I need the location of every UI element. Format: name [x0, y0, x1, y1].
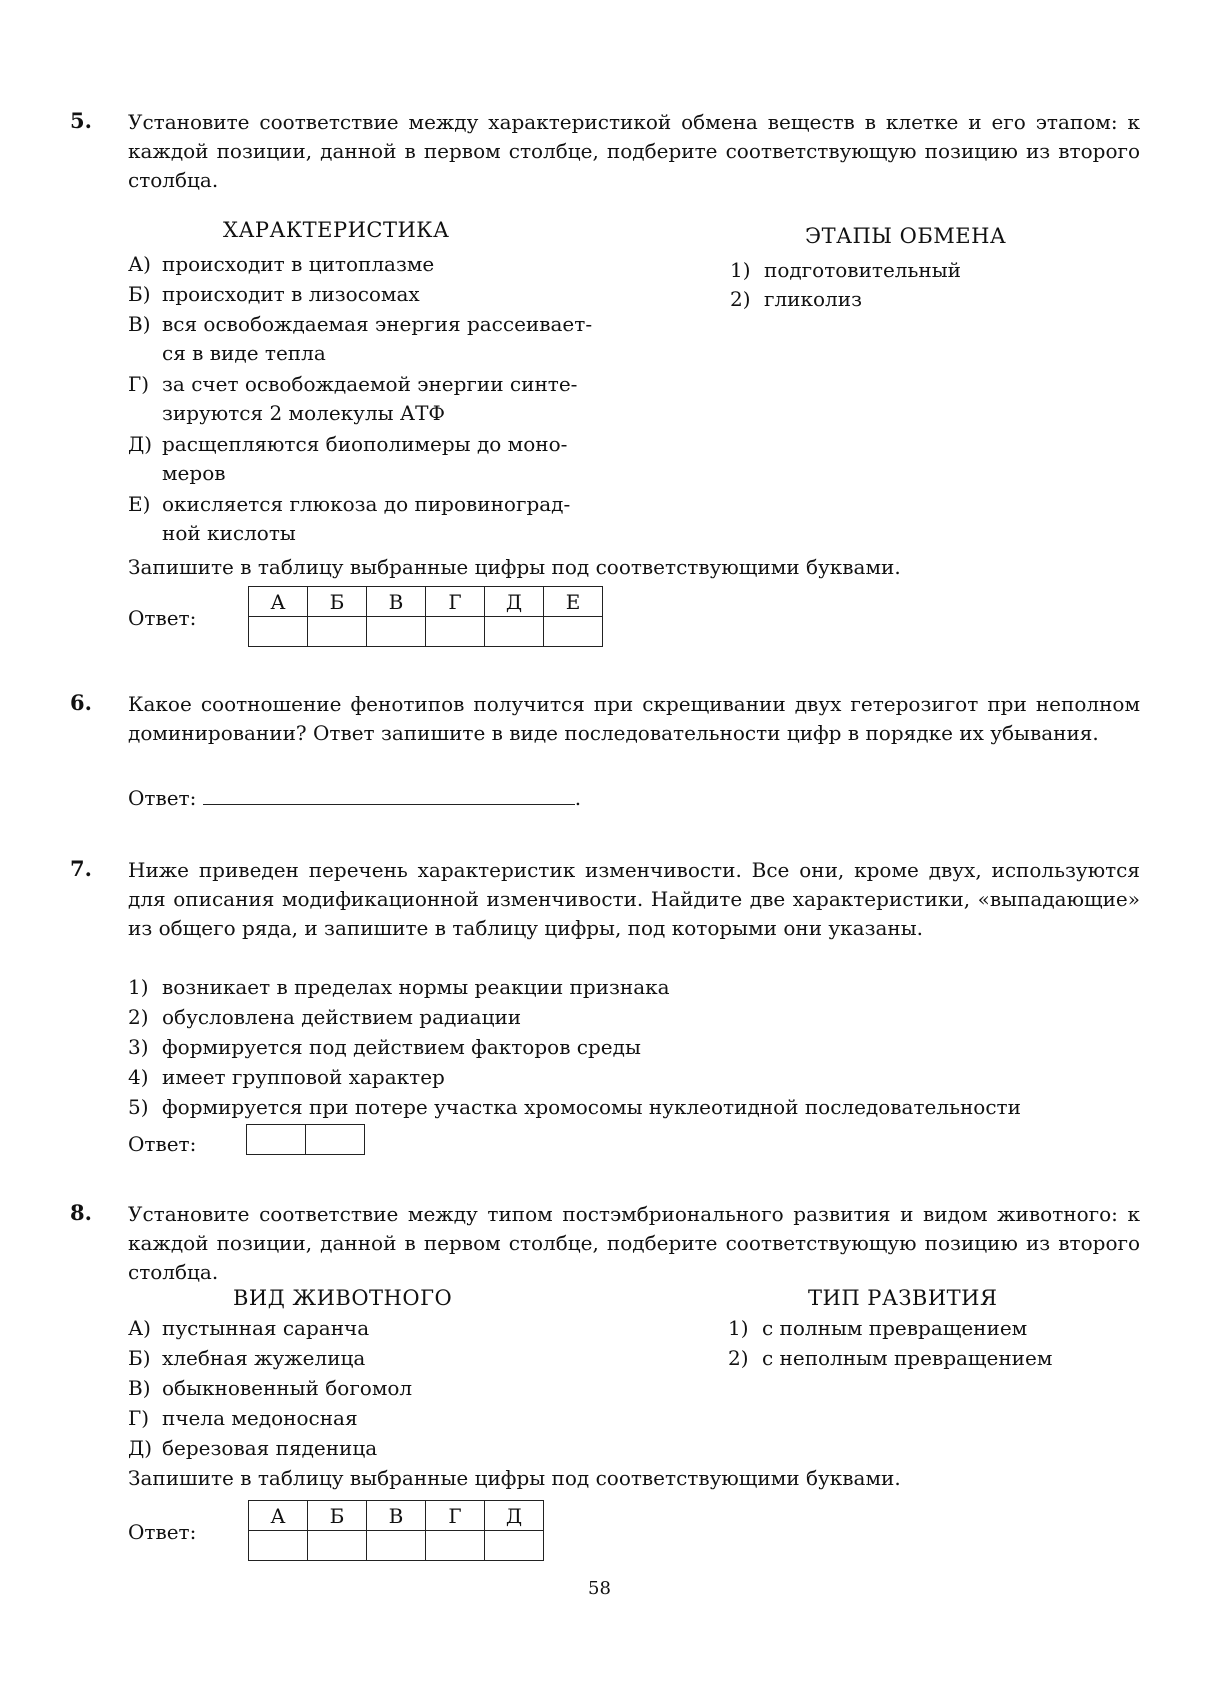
left-column-header: ВИД ЖИВОТНОГО [233, 1286, 453, 1310]
list-item: Б) хлебная жужелица [128, 1346, 366, 1370]
answer-cell[interactable] [249, 617, 308, 647]
list-item: Г) за счет освобождаемой энергии синте- зируются 2 молекулы АТФ [128, 372, 578, 425]
question-7 [70, 856, 1150, 1156]
question-number: 8. [70, 1200, 92, 1225]
answer-cell[interactable] [426, 1531, 485, 1561]
answer-label: Ответ: [128, 1520, 197, 1544]
answer-cell[interactable] [426, 617, 485, 647]
question-text: Ниже приведен перечень характеристик изменчивости. Все они, кроме двух, используются для описания модификационной изменчивости. Найдите две характеристики, «выпадающие» из общего ряда, и запишите в таблицу цифры, под которыми они указаны. [128, 858, 1140, 940]
table-header-cell: Б [308, 587, 367, 617]
list-item: А) пустынная саранча [128, 1316, 370, 1340]
question-5 [70, 108, 1150, 668]
list-item: 1) с полным превращением [728, 1316, 1028, 1340]
list-item: 4) имеет групповой характер [128, 1065, 445, 1089]
list-item: 1) подготовительный [730, 258, 961, 282]
answer-cell[interactable] [247, 1125, 306, 1155]
list-item: Е) окисляется глюкоза до пировиноград- ной кислоты [128, 492, 571, 545]
table-header-cell: Д [485, 587, 544, 617]
table-header-cell: Е [544, 587, 603, 617]
instruction-text: Запишите в таблицу выбранные цифры под соответствующими буквами. [128, 1466, 901, 1490]
list-item: 3) формируется под действием факторов среды [128, 1035, 641, 1059]
question-text: Какое соотношение фенотипов получится при скрещивании двух гетерозигот при неполном доминировании? Ответ запишите в виде последовательности цифр в порядке их убывания. [128, 692, 1140, 745]
right-column-header: ЭТАПЫ ОБМЕНА [805, 224, 1007, 248]
list-item: 5) формируется при потере участка хромосомы нуклеотидной последовательности [128, 1095, 1021, 1119]
answer-cell[interactable] [306, 1125, 365, 1155]
table-header-cell: Д [485, 1501, 544, 1531]
answer-line: Ответ: . [128, 786, 582, 810]
question-8 [70, 1200, 1150, 1580]
answer-cell[interactable] [485, 1531, 544, 1561]
question-body [128, 108, 1140, 195]
answer-blank[interactable] [203, 784, 575, 805]
list-item: А) происходит в цитоплазме [128, 252, 435, 276]
table-header-cell: Г [426, 1501, 485, 1531]
question-text: Установите соответствие между характеристикой обмена веществ в клетке и его этапом: к каждой позиции, данной в первом столбце, подберите соответствующую позицию из второго столбца. [128, 110, 1140, 192]
answer-table [246, 1124, 365, 1155]
table-header-cell: Б [308, 1501, 367, 1531]
question-number: 5. [70, 108, 92, 133]
table-header-cell: В [367, 1501, 426, 1531]
answer-label: Ответ: [128, 786, 197, 810]
instruction-text: Запишите в таблицу выбранные цифры под соответствующими буквами. [128, 555, 901, 579]
question-body [128, 690, 1140, 748]
list-item: 2) обусловлена действием радиации [128, 1005, 522, 1029]
list-item: 2) гликолиз [730, 287, 862, 311]
list-item: Д) березовая пяденица [128, 1436, 378, 1460]
list-item: 1) возникает в пределах нормы реакции признака [128, 975, 670, 999]
list-item: Б) происходит в лизосомах [128, 282, 420, 306]
question-body [128, 856, 1140, 943]
answer-cell[interactable] [367, 617, 426, 647]
answer-cell[interactable] [367, 1531, 426, 1561]
list-item: В) обыкновенный богомол [128, 1376, 413, 1400]
table-header-cell: А [249, 587, 308, 617]
question-6 [70, 690, 1150, 810]
page-number: 58 [588, 1578, 611, 1599]
table-header-cell: А [249, 1501, 308, 1531]
right-column-header: ТИП РАЗВИТИЯ [808, 1286, 998, 1310]
answer-table [248, 1500, 544, 1561]
table-header-cell: В [367, 587, 426, 617]
table-header-cell: Г [426, 587, 485, 617]
answer-cell[interactable] [485, 617, 544, 647]
answer-cell[interactable] [249, 1531, 308, 1561]
list-item: В) вся освобождаемая энергия рассеивает- ся в виде тепла [128, 312, 593, 365]
question-number: 6. [70, 690, 92, 715]
answer-label: Ответ: [128, 606, 197, 630]
answer-cell[interactable] [308, 1531, 367, 1561]
list-item: 2) с неполным превращением [728, 1346, 1053, 1370]
answer-label: Ответ: [128, 1132, 197, 1156]
left-column-header: ХАРАКТЕРИСТИКА [223, 218, 450, 242]
answer-cell[interactable] [308, 617, 367, 647]
answer-cell[interactable] [544, 617, 603, 647]
question-text: Установите соответствие между типом постэмбрионального развития и видом животного: к каждой позиции, данной в первом столбце, подберите соответствующую позицию из второго столбца. [128, 1202, 1140, 1284]
list-item: Д) расщепляются биополимеры до моно- меров [128, 432, 568, 485]
question-number: 7. [70, 856, 92, 881]
answer-table [248, 586, 603, 647]
question-body [128, 1200, 1140, 1287]
list-item: Г) пчела медоносная [128, 1406, 358, 1430]
